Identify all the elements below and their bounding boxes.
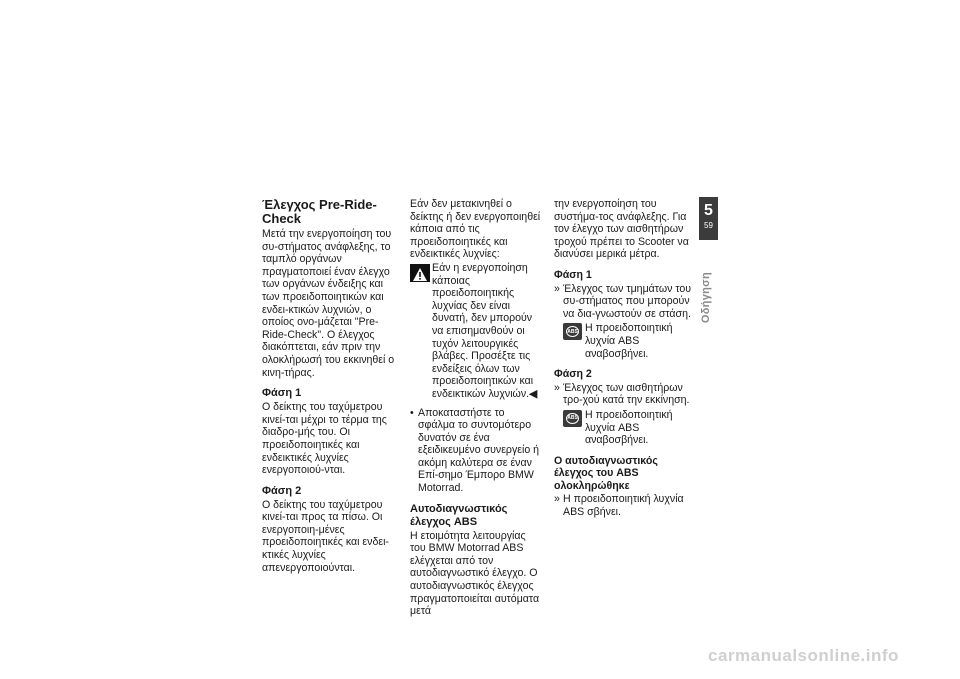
intro-paragraph: Μετά την ενεργοποίηση του συ-στήματος ανάφλεξης, το ταμπλό οργάνων πραγματοποιεί έναν έλεγχο των οργάνων ένδειξης και των προειδοποιητικών και ενδει-κτικών λυχνιών, ο οποίος ονο-μάζεται "Pre-Ride-Check". Ο έλεγχος διακόπτεται, εάν πριν την ολοκλήρωσή του εκκινηθεί ο κινη-τήρας. xyxy=(262,228,395,379)
phase-2-heading: Φάση 2 xyxy=(262,484,302,497)
abs-phase-2-lamp xyxy=(563,409,692,447)
phase-2-text: Ο δείκτης του ταχύμετρου κινεί-ται προς τα πίσω. Οι ενεργοποιη-μένες προειδοποιητικές και ενδει-κτικές λυχνίες απενεργοποιούνται. xyxy=(262,498,389,574)
chapter-number: 5 xyxy=(704,202,713,219)
warning-text: Εάν η ενεργοποίηση κάποιας προειδοποιητικής λυχνίας δεν είναι δυνατή, δεν μπορούν να επισημανθούν οι τυχόν λειτουργικές βλάβες. Προσέξτε τις ενδείξεις όλων των προειδοποιητικών και ενδεικτικών λυχνιών. xyxy=(432,261,534,400)
abs-phase-1-lamp xyxy=(563,322,692,360)
warning-triangle-icon xyxy=(410,264,430,282)
abs-complete-heading: Ο αυτοδιαγνωστικός έλεγχος του ABS ολοκληρώθηκε xyxy=(554,454,658,492)
end-mark-icon: ◀ xyxy=(529,387,538,400)
warning-block xyxy=(410,262,544,401)
abs-section-title: Αυτοδιαγνωστικός έλεγχος ABS xyxy=(410,502,508,528)
abs-phase-2-step-text: Έλεγχος των αισθητήρων τρο-χού κατά την εκκίνηση. xyxy=(563,381,690,407)
abs-intro-text: Η ετοιμότητα λειτουργίας του BMW Motorrad ABS ελέγχεται από τον αυτοδιαγνωστικό έλεγχο. Ο αυτοδιαγνωστικός έλεγχος πραγματοποιείται αυτόματα μετά xyxy=(410,529,540,618)
abs-phase-1-heading: Φάση 1 xyxy=(554,268,592,281)
abs-phase-2-heading: Φάση 2 xyxy=(554,368,592,381)
step-marker-icon: » xyxy=(554,381,560,394)
chapter-side-title-text: Οδήγηση xyxy=(700,272,712,324)
bullet-icon: • xyxy=(410,406,414,419)
abs-complete-step-text: Η προειδοποιητική λυχνία ABS σβήνει. xyxy=(563,493,684,519)
watermark: carmanualsonline.info xyxy=(708,646,899,665)
step-marker-icon: » xyxy=(554,493,560,506)
chapter-tab xyxy=(699,197,718,240)
phase-1-text: Ο δείκτης του ταχύμετρου κινεί-ται μέχρι το τέρμα της διαδρο-μής του. Οι προειδοποιητικές και ενδεικτικές λυχνίες ενεργοποιού-νται. xyxy=(262,401,387,477)
abs-warning-lamp-icon: ABS xyxy=(563,410,582,427)
abs-phase-1-lamp-text: Η προειδοποιητική λυχνία ABS αναβοσβήνει. xyxy=(585,322,673,360)
abs-phase-2-lamp-text: Η προειδοποιητική λυχνία ABS αναβοσβήνει. xyxy=(585,408,673,447)
failure-condition-text: Εάν δεν μετακινηθεί ο δείκτης ή δεν ενεργοποιηθεί κάποια από τις προειδοποιητικές και ενδεικτικές λυχνίες: xyxy=(410,198,541,261)
step-marker-icon: » xyxy=(554,282,560,295)
abs-complete-step xyxy=(554,493,692,518)
abs-phase-2-step xyxy=(554,382,692,407)
section-title-pre-ride-check: Έλεγχος Pre-Ride-Check xyxy=(262,197,377,226)
abs-phase-1-step xyxy=(554,283,692,321)
abs-warning-lamp-icon: ABS xyxy=(563,323,582,340)
abs-phase-1-step-text: Έλεγχος των τμημάτων του συ-στήματος που μπορούν να δια-γνωστούν σε στάση. xyxy=(563,282,692,320)
column-1 xyxy=(262,198,396,574)
abs-continued-text: την ενεργοποίηση του συστήμα-τος ανάφλεξης. Για τον έλεγχο των αισθητήρων τροχού πρέπει το Scooter να διανύσει μερικά μέτρα. xyxy=(554,198,689,261)
page-number: 59 xyxy=(704,221,713,230)
bullet-item xyxy=(410,407,544,495)
column-2 xyxy=(410,198,544,618)
phase-1-heading: Φάση 1 xyxy=(262,387,302,400)
bullet-text: Αποκαταστήστε το σφάλμα το συντομότερο δυνατόν σε ένα εξειδικευμένο συνεργείο ή ακόμη καλύτερα σε έναν Επί-σημο Έμπορο BMW Motorrad. xyxy=(418,406,540,495)
column-3 xyxy=(554,198,692,519)
